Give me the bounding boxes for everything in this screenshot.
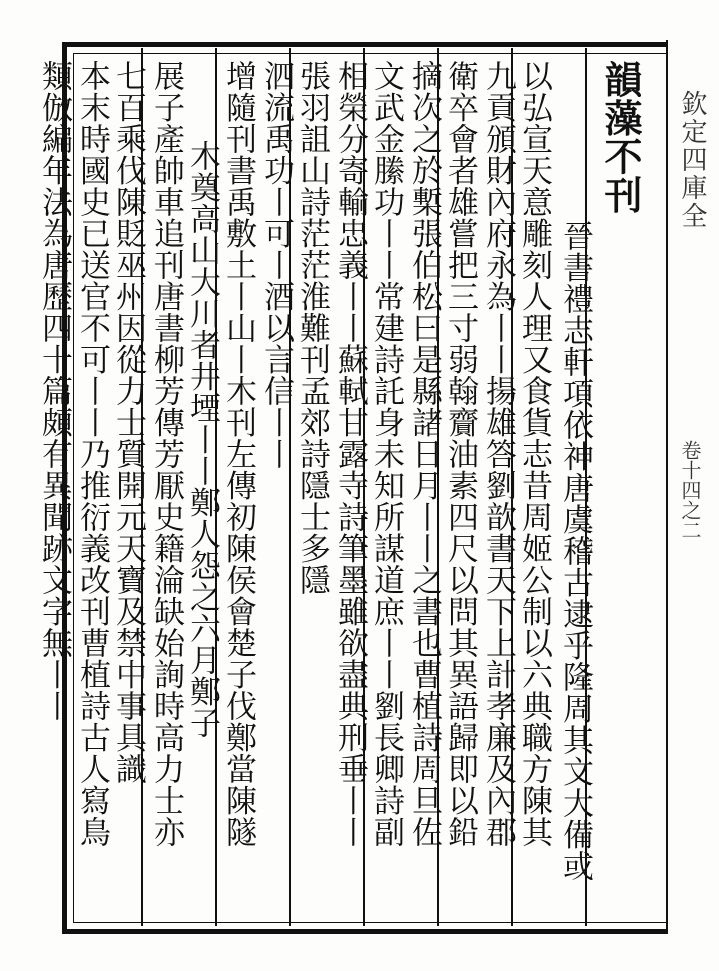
column-text: 七百乘伐陳貶巫州因從力士質開元天寶及禁中事具識 xyxy=(110,60,146,785)
column-text: 韻藻不刊 xyxy=(598,60,643,214)
column-text: 九貢頒財內府永為丨丨揚雄答劉歆書天下上計孝廉及內郡 xyxy=(480,60,516,848)
edge-rule xyxy=(666,40,668,934)
text-column-15 xyxy=(34,60,90,920)
page-edge xyxy=(666,40,719,934)
column-text: 木奠高山大川者井堙丨丨鄭人怨之六月鄭子 xyxy=(184,140,220,739)
column-text: 文武金縢功丨丨常建詩託身未知所謀道庶丨丨劉長卿詩副 xyxy=(368,60,404,848)
column-text: 增隨刊書禹敷土丨山丨木刊左傳初陳侯會楚子伐鄭當陳隧 xyxy=(220,60,256,848)
column-text: 泗流禹功丨可丨酒以言信丨丨 xyxy=(258,60,294,470)
column-text: 張羽詛山詩茫茫淮難刊孟郊詩隱士多隱 xyxy=(294,60,330,596)
column-text: 相榮分寄輸忠義丨丨蘇軾甘露寺詩筆墨雖欲盡典刑垂丨丨 xyxy=(332,60,368,848)
edge-title: 欽定四庫全 xyxy=(677,90,707,230)
column-text: 本末時國史已送官不可丨丨乃推衍義改刊曹植詩古人寫鳥 xyxy=(74,60,110,848)
column-text: 晉書禮志軒項依神唐虞稽古逮乎隆周其文大備或 xyxy=(557,220,593,882)
column-text: 以弘宣天意雕刻人理又食貨志昔周姬公制以六典職方陳其 xyxy=(516,60,552,848)
column-text: 類倣編年法為唐歷四十篇頗有異聞跡文字無丨丨 xyxy=(36,60,72,722)
edge-volume: 卷十四之二 xyxy=(678,440,702,540)
column-text: 摘次之於槧張伯松曰是縣諸日月丨丨之書也曹植詩周旦佐 xyxy=(406,60,442,848)
column-text: 展子產帥車追刊唐書柳芳傳芳厭史籍淪缺始詢時高力士亦 xyxy=(148,60,184,848)
column-text: 衛卒會者雄嘗把三寸弱翰齎油素四尺以問其異語歸即以鉛 xyxy=(442,60,478,848)
